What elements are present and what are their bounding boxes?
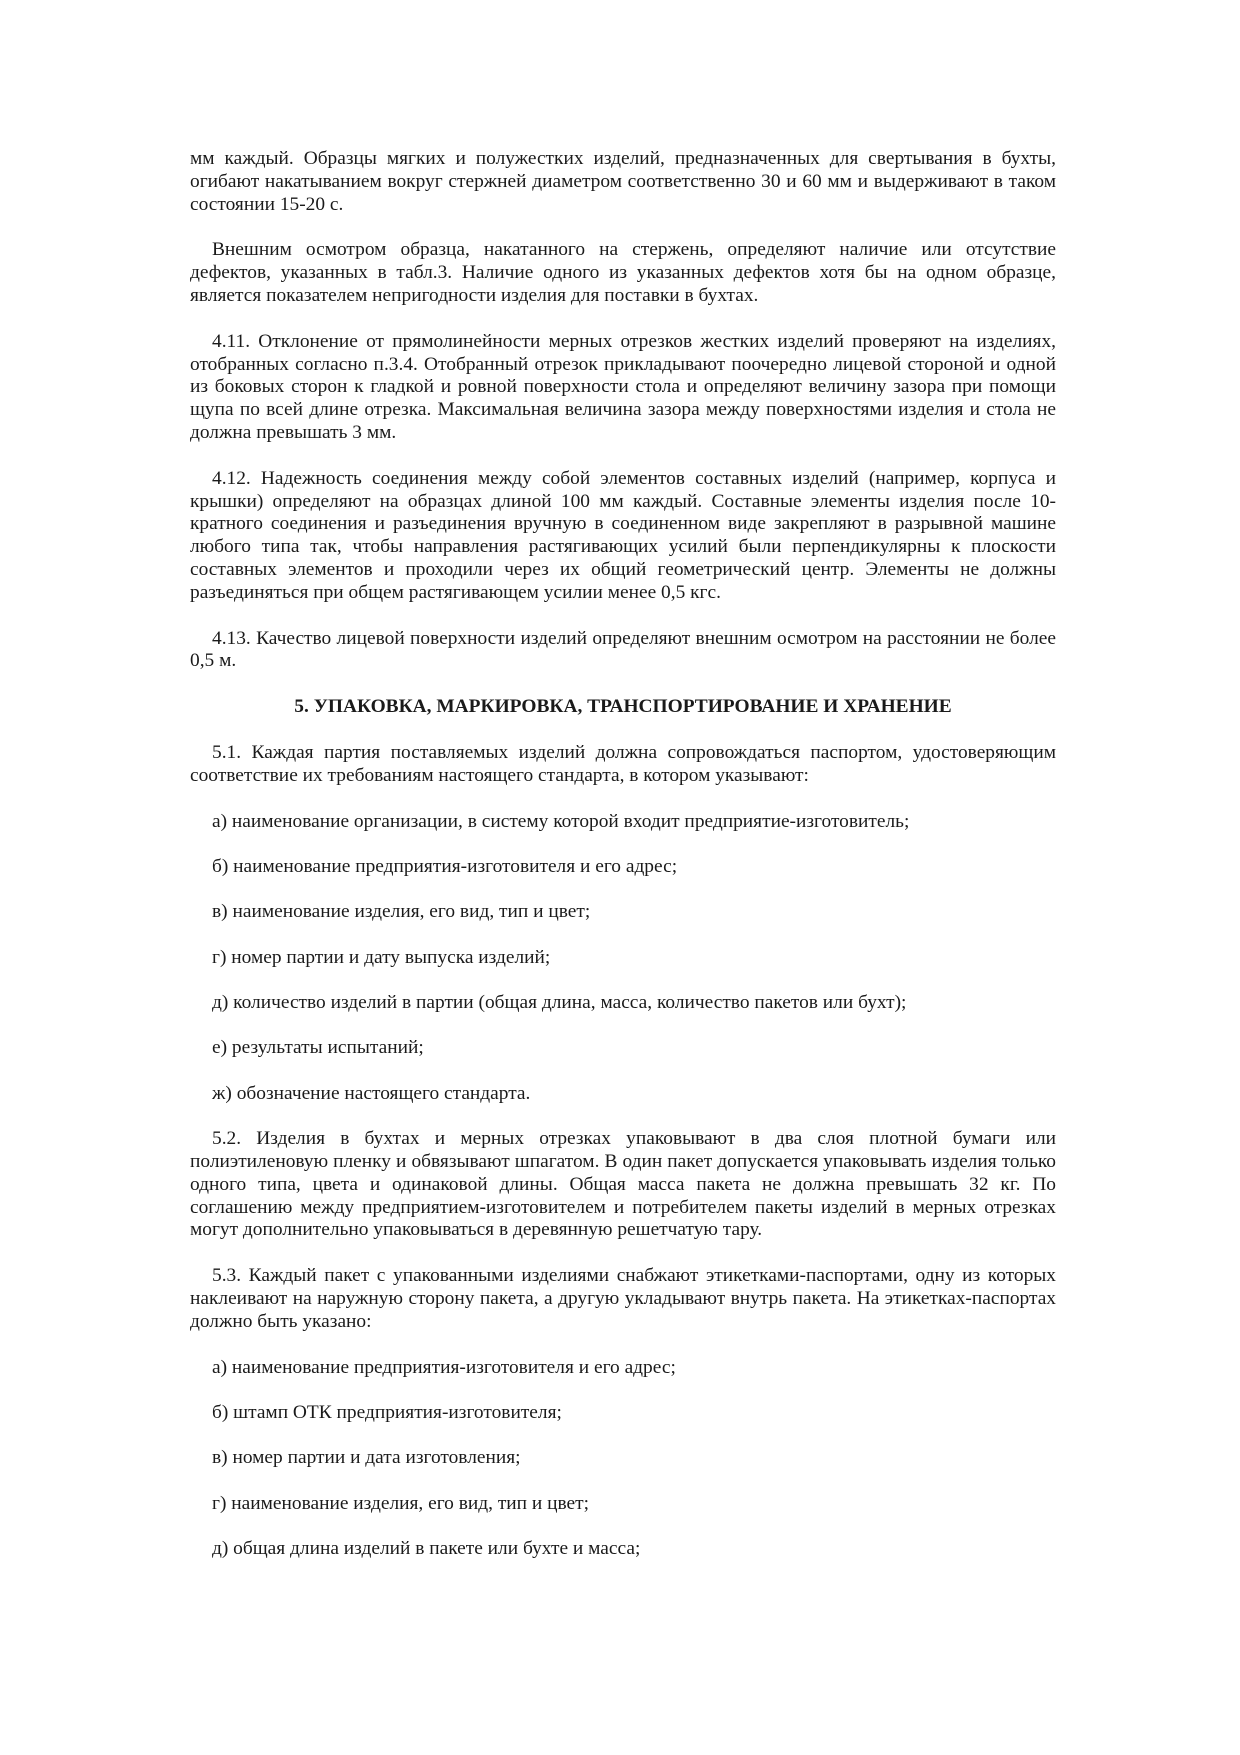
- list-item-5-3-g: г) наименование изделия, его вид, тип и цвет;: [212, 1492, 590, 1514]
- list-item-5-1-b: б) наименование предприятия-изготовителя и его адрес;: [212, 855, 678, 877]
- section-heading-5: 5. УПАКОВКА, МАРКИРОВКА, ТРАНСПОРТИРОВАНИЕ И ХРАНЕНИЕ: [294, 696, 952, 718]
- list-item-5-1-g: г) номер партии и дату выпуска изделий;: [212, 946, 551, 968]
- document-page: [190, 148, 1056, 1584]
- list-item-5-1-v: в) наименование изделия, его вид, тип и цвет;: [212, 901, 591, 923]
- paragraph-4-11: 4.11. Отклонение от прямолинейности мерных отрезков жестких изделий проверяют на изделиях, отобранных согласно п.3.4. Отобранный отрезок прикладывают поочередно лицевой стороной и одной из боковых сторон к гладкой и ровной поверхности стола и определяют величину зазора при помощи щупа по всей длине отрезка. Максимальная величина зазора между поверхностями изделия и стола не должна превышать 3 мм.: [190, 330, 1056, 443]
- paragraph-5-3: 5.3. Каждый пакет с упакованными изделиями снабжают этикетками-паспортами, одну из которых наклеивают на наружную сторону пакета, а другую укладывают внутрь пакета. На этикетках-паспортах должно быть указано:: [190, 1265, 1056, 1332]
- list-item-5-1-a: а) наименование организации, в систему которой входит предприятие-изготовитель;: [212, 810, 910, 832]
- paragraph-4-13: 4.13. Качество лицевой поверхности изделий определяют внешним осмотром на расстоянии не более 0,5 м.: [190, 627, 1056, 672]
- paragraph-5-1: 5.1. Каждая партия поставляемых изделий должна сопровождаться паспортом, удостоверяющим соответствие их требованиям настоящего стандарта, в котором указывают:: [190, 741, 1056, 786]
- list-item-5-1-d: д) количество изделий в партии (общая длина, масса, количество пакетов или бухт);: [212, 992, 907, 1014]
- paragraph-continuation: мм каждый. Образцы мягких и полужестких изделий, предназначенных для свертывания в бухты, огибают накатыванием вокруг стержней диаметром соответственно 30 и 60 мм и выдерживают в таком состоянии 15-20 с.: [190, 148, 1056, 215]
- list-item-5-3-a: а) наименование предприятия-изготовителя и его адрес;: [212, 1356, 676, 1378]
- list-item-5-3-b: б) штамп ОТК предприятия-изготовителя;: [212, 1402, 562, 1424]
- paragraph-5-2: 5.2. Изделия в бухтах и мерных отрезках упаковывают в два слоя плотной бумаги или полиэтиленовую пленку и обвязывают шпагатом. В один пакет допускается упаковывать изделия только одного типа, цвета и одинаковой длины. Общая масса пакета не должна превышать 32 кг. По соглашению между предприятием-изготовителем и потребителем пакеты изделий в мерных отрезках могут дополнительно упаковываться в деревянную решетчатую тару.: [190, 1128, 1056, 1241]
- paragraph-4-12: 4.12. Надежность соединения между собой элементов составных изделий (например, корпуса и крышки) определяют на образцах длиной 100 мм каждый. Составные элементы изделия после 10-кратного соединения и разъединения вручную в соединенном виде закрепляют в разрывной машине любого типа так, чтобы направления растягивающих усилий были перпендикулярны к плоскости составных элементов и проходили через их общий геометрический центр. Элементы не должны разъединяться при общем растягивающем усилии менее 0,5 кгс.: [190, 467, 1056, 603]
- paragraph-visual-inspection: Внешним осмотром образца, накатанного на стержень, определяют наличие или отсутствие дефектов, указанных в табл.3. Наличие одного из указанных дефектов хотя бы на одном образце, является показателем непригодности изделия для поставки в бухтах.: [190, 239, 1056, 306]
- list-item-5-1-e: е) результаты испытаний;: [212, 1037, 424, 1059]
- list-item-5-3-v: в) номер партии и дата изготовления;: [212, 1447, 521, 1469]
- list-item-5-1-zh: ж) обозначение настоящего стандарта.: [212, 1082, 531, 1104]
- list-item-5-3-d: д) общая длина изделий в пакете или бухте и масса;: [212, 1538, 641, 1560]
